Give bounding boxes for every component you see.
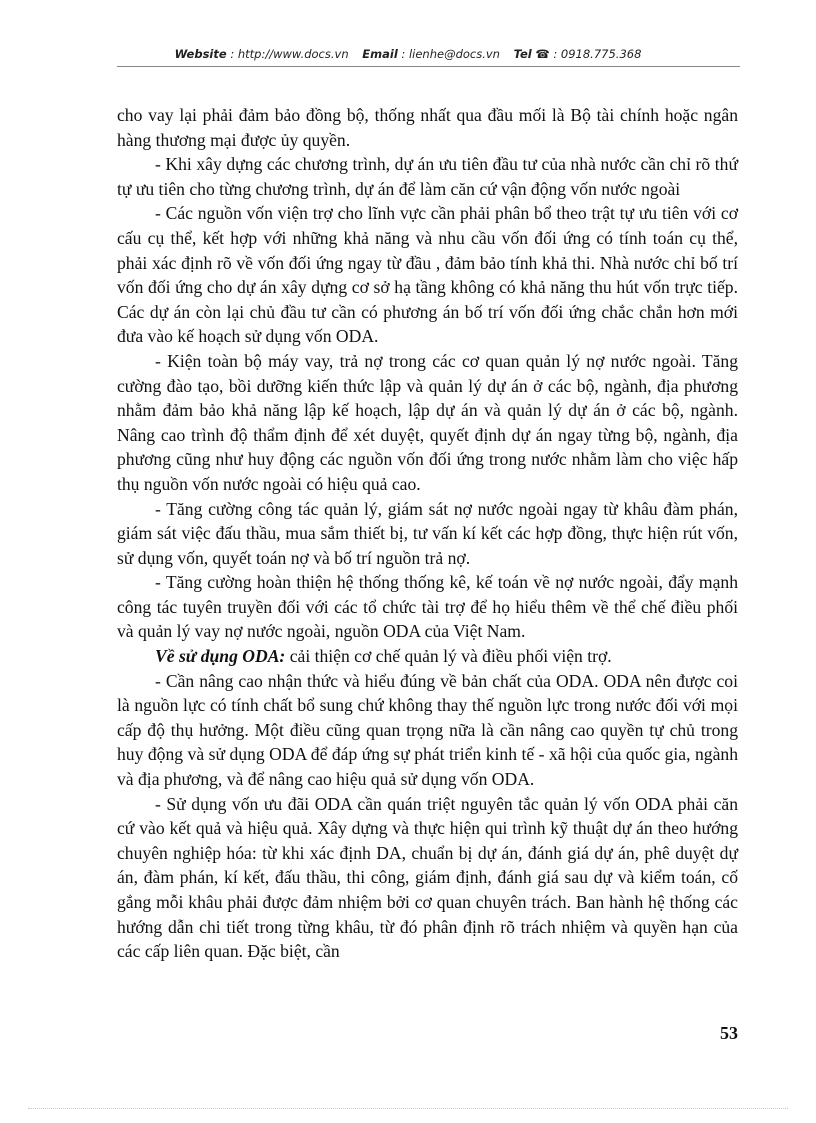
section-lead: Về sử dụng ODA: [155, 646, 286, 667]
website-value: : http://www.docs.vn [230, 47, 349, 61]
page-number: 53 [720, 1023, 738, 1043]
header-divider [117, 66, 740, 67]
tel-label: Tel [513, 47, 532, 61]
paragraph-7 [117, 644, 738, 669]
email-label: Email [362, 47, 398, 61]
email-value: : lienhe@docs.vn [401, 47, 500, 61]
document-body [117, 103, 738, 964]
paragraph-1: cho vay lại phải đảm bảo đồng bộ, thống nhất qua đầu mối là Bộ tài chính hoặc ngân hàng thương mại được ủy quyền. [117, 105, 738, 150]
paragraph-4: - Kiện toàn bộ máy vay, trả nợ trong các cơ quan quản lý nợ nước ngoài. Tăng cường đào tạo, bồi dưỡng kiến thức lập và quản lý dự án ở các bộ, ngành, địa phương nhằm đảm bảo khả năng lập kế hoạch, lập dự án và quản lý dự án ở các bộ, ngành. Nâng cao trình độ thẩm định để xét duyệt, quyết định dự án ngay từng bộ, ngành, địa phương cũng như huy động các nguồn vốn đối ứng trong nước nhằm làm cho việc hấp thụ nguồn vốn nước ngoài có hiệu quả cao. [117, 350, 738, 494]
paragraph-6: - Tăng cường hoàn thiện hệ thống thống kê, kế toán về nợ nước ngoài, đẩy mạnh công tác tuyên truyền đối với các tổ chức tài trợ để họ hiểu thêm về thể chế điều phối và quản lý vay nợ nước ngoài, nguồn ODA của Việt Nam. [117, 572, 738, 642]
paragraph-9: - Sử dụng vốn ưu đãi ODA cần quán triệt nguyên tắc quản lý vốn ODA phải căn cứ vào kết quả và hiệu quả. Xây dựng và thực hiện qui trình kỹ thuật dự án theo hướng chuyên nghiệp hóa: từ khi xác định DA, chuẩn bị dự án, đánh giá dự án, phê duyệt dự án, đàm phán, kí kết, đấu thầu, thi công, giám định, đánh giá sau dự và kiểm toán, cố gắng mỗi khâu phải được đảm nhiệm bởi cơ quan chuyên trách. Ban hành hệ thống các hướng dẫn chi tiết trong từng khâu, từ đó phân định rõ trách nhiệm và quyền hạn của các cấp liên quan. Đặc biệt, cần [117, 793, 738, 962]
paragraph-5: - Tăng cường công tác quản lý, giám sát nợ nước ngoài ngay từ khâu đàm phán, giám sát việc đấu thầu, mua sắm thiết bị, tư vấn kí kết các hợp đồng, thực hiện rút vốn, sử dụng vốn, quyết toán nợ và bố trí nguồn trả nợ. [117, 498, 738, 568]
paragraph-2: - Khi xây dựng các chương trình, dự án ưu tiên đầu tư của nhà nước cần chỉ rõ thứ tự ưu tiên cho từng chương trình, dự án để làm căn cứ vận động vốn nước ngoài [117, 154, 738, 199]
page-header [0, 47, 816, 61]
paragraph-8: - Cần nâng cao nhận thức và hiểu đúng về bản chất của ODA. ODA nên được coi là nguồn lực có tính chất bổ sung chứ không thay thế nguồn lực trong nước đối với mọi cấp độ thụ hưởng. Một điều cũng quan trọng nữa là cần nâng cao quyền tự chủ trong huy động và sử dụng ODA để đáp ứng sự phát triển kinh tế - xã hội của quốc gia, ngành và địa phương, và để nâng cao hiệu quả sử dụng vốn ODA. [117, 670, 738, 790]
website-label: Website [174, 47, 227, 61]
paragraph-3: - Các nguồn vốn viện trợ cho lĩnh vực cần phải phân bổ theo trật tự ưu tiên với cơ cấu cụ thể, kết hợp với những khả năng và nhu cầu vốn đối ứng có tính toán cụ thể, phải xác định rõ về vốn đối ứng ngay từ đầu , đảm bảo tính khả thi. Nhà nước chỉ bố trí vốn đối ứng cho dự án xây dựng cơ sở hạ tầng không có khả năng thu hút vốn trực tiếp. Các dự án còn lại chủ đầu tư cần có phương án bố trí vốn đối ứng chắc chắn hơn mới đưa vào kế hoạch sử dụng vốn ODA. [117, 203, 738, 347]
footer-divider [28, 1108, 788, 1109]
tel-value: : 0918.775.368 [553, 47, 642, 61]
section-lead-rest: cải thiện cơ chế quản lý và điều phối viện trợ. [285, 646, 612, 667]
telephone-icon: ☎ [535, 47, 550, 61]
